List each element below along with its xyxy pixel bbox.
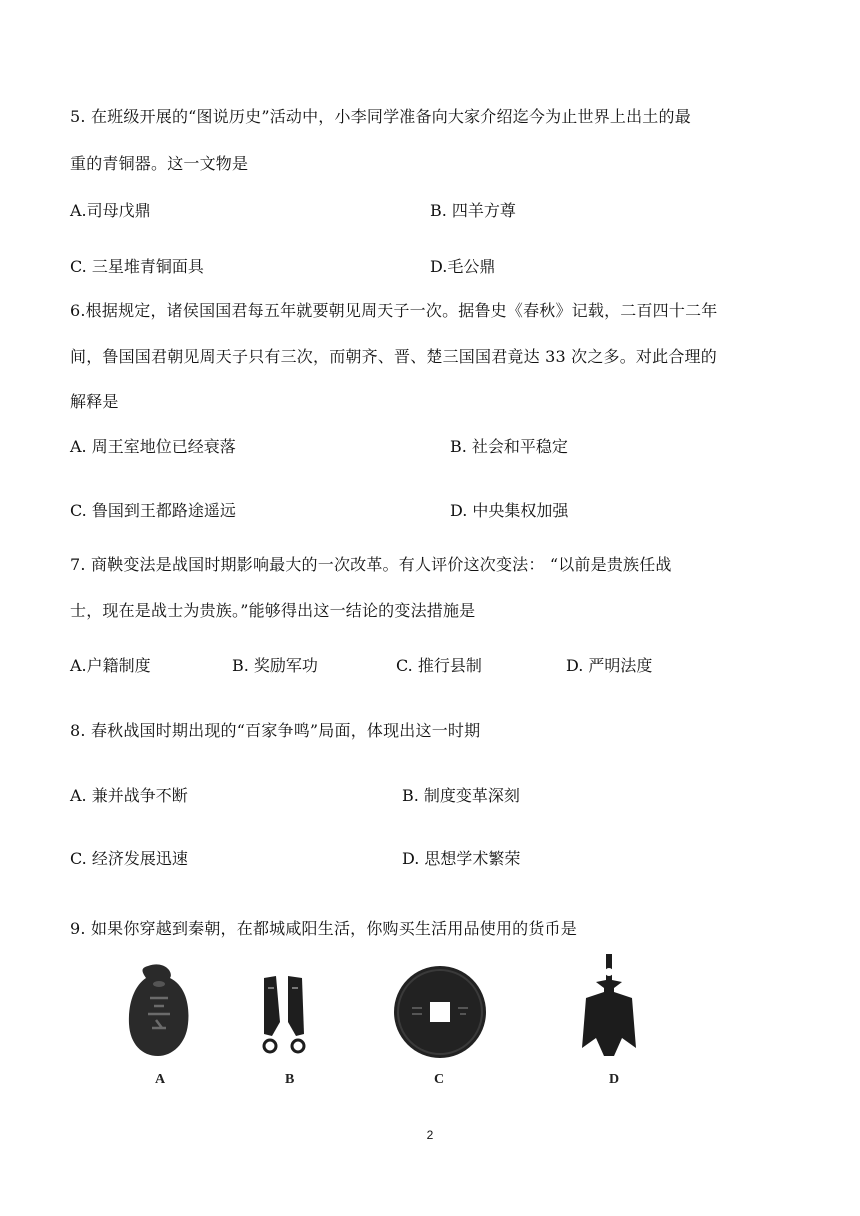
q7-option-c: C. 推行县制 (396, 656, 482, 675)
q8-option-d: D. 思想学术繁荣 (402, 849, 521, 868)
coin-label-c: C (434, 1072, 445, 1087)
coin-label-d: D (609, 1072, 620, 1087)
q9-stem-line1: 9. 如果你穿越到秦朝，在都城咸阳生活，你购买生活用品使用的货币是 (70, 919, 577, 938)
q6-option-a: A. 周王室地位已经衰落 (70, 437, 236, 456)
q6-option-c: C. 鲁国到王都路途遥远 (70, 501, 236, 520)
ant-nose-coin-image (126, 962, 192, 1058)
q6-stem-line2: 间，鲁国国君朝见周天子只有三次，而朝齐、晋、楚三国国君竟达 33 次之多。对此合理的 (70, 347, 717, 366)
q6-option-d: D. 中央集权加强 (450, 501, 569, 520)
q8-option-c: C. 经济发展迅速 (70, 849, 188, 868)
coin-label-b: B (285, 1072, 295, 1087)
q7-option-d: D. 严明法度 (566, 656, 653, 675)
q5-option-d: D.毛公鼎 (430, 257, 496, 276)
q8-option-b: B. 制度变革深刻 (402, 786, 520, 805)
round-square-hole-coin-image (390, 962, 490, 1062)
q5-option-c: C. 三星堆青铜面具 (70, 257, 204, 276)
page-number: 2 (426, 1128, 434, 1142)
q8-stem-line1: 8. 春秋战国时期出现的“百家争鸣”局面，体现出这一时期 (70, 721, 481, 740)
q6-stem-line3: 解释是 (70, 392, 119, 411)
q6-stem-line1: 6.根据规定，诸侯国国君每五年就要朝见周天子一次。据鲁史《春秋》记载，二百四十二年 (70, 301, 718, 320)
q7-option-a: A.户籍制度 (70, 656, 151, 675)
q5-stem-line1: 5. 在班级开展的“图说历史”活动中，小李同学准备向大家介绍迄今为止世界上出土的最 (70, 107, 691, 126)
q7-stem-line2: 士，现在是战士为贵族。”能够得出这一结论的变法措施是 (70, 601, 476, 620)
q5-stem-line2: 重的青铜器。这一文物是 (70, 154, 249, 173)
coin-label-a: A (155, 1072, 166, 1087)
q7-stem-line1: 7. 商鞅变法是战国时期影响最大的一次改革。有人评价这次变法： “以前是贵族任战 (70, 555, 672, 574)
q5-option-b: B. 四羊方尊 (430, 201, 516, 220)
spade-coin-image (578, 952, 640, 1062)
q5-option-a: A.司母戊鼎 (70, 201, 151, 220)
q7-option-b: B. 奖励军功 (232, 656, 318, 675)
q8-option-a: A. 兼并战争不断 (70, 786, 188, 805)
knife-coin-image (258, 974, 310, 1056)
q6-option-b: B. 社会和平稳定 (450, 437, 568, 456)
